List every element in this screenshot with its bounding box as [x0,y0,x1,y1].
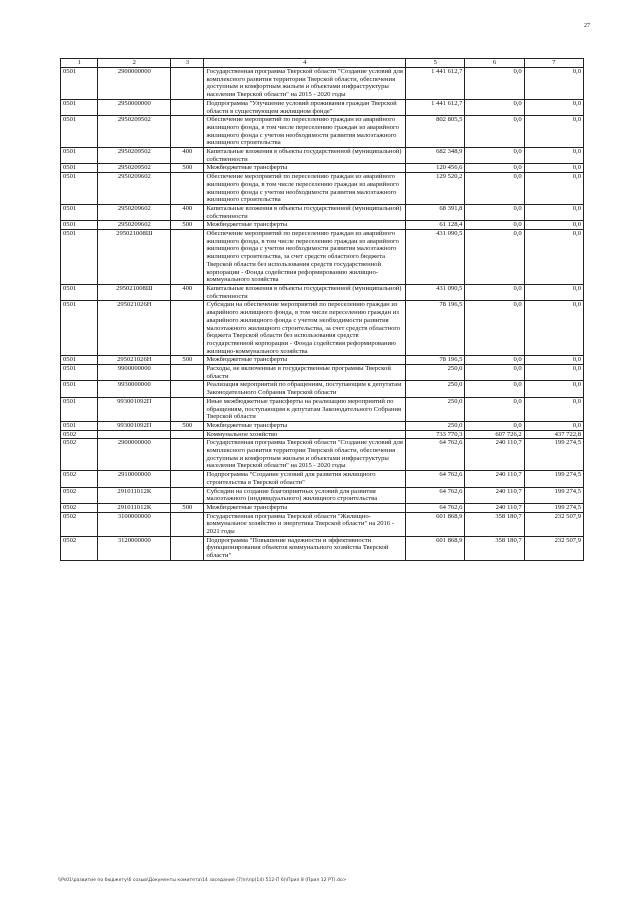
amount-col5-cell: 78 196,5 [406,301,465,356]
expense-type-cell: 500 [171,421,204,430]
table-header-row [61,59,584,68]
amount-col5-cell: 802 805,5 [406,116,465,148]
target-article-cell: 2900000000 [98,68,171,100]
table-row [61,164,584,173]
page-number: 27 [584,23,590,29]
item-name-cell: Иные межбюджетные трансферты на реализацию мероприятий по обращениям, поступающим к депутатам Законодательного Собрания Тверской области [204,397,406,421]
table-row [61,68,584,100]
expense-type-cell [171,536,204,560]
item-name-cell: Капитальные вложения в объекты государственной (муниципальной) собственности [204,204,406,220]
target-article-cell: 993001092П [98,397,171,421]
expense-type-cell [171,512,204,536]
section-code-cell: 0501 [61,365,98,381]
amount-col7-cell: 199 274,5 [524,503,583,512]
section-code-cell: 0501 [61,164,98,173]
table-row [61,301,584,356]
section-code-cell: 0501 [61,173,98,205]
amount-col5-cell: 250,0 [406,365,465,381]
target-article-cell [98,430,171,439]
amount-col6-cell: 0,0 [465,148,524,164]
amount-col7-cell: 0,0 [524,356,583,365]
amount-col5-cell: 120 456,6 [406,164,465,173]
column-header-3: 3 [171,59,204,68]
amount-col5-cell: 64 762,6 [406,503,465,512]
target-article-cell: 993001092П [98,421,171,430]
table-row [61,116,584,148]
amount-col5-cell: 129 520,2 [406,173,465,205]
table-row [61,503,584,512]
column-header-6: 6 [465,59,524,68]
amount-col6-cell: 0,0 [465,99,524,115]
item-name-cell: Реализация мероприятий по обращениям, поступающим к депутатам Законодательного Собрания Тверской области [204,381,406,397]
target-article-cell: 295021026Н [98,356,171,365]
amount-col6-cell: 240 110,7 [465,487,524,503]
item-name-cell: Межбюджетные трансферты [204,421,406,430]
table-row [61,230,584,285]
amount-col7-cell: 0,0 [524,204,583,220]
expense-type-cell: 400 [171,284,204,300]
amount-col6-cell: 0,0 [465,164,524,173]
expense-type-cell: 400 [171,148,204,164]
amount-col5-cell: 682 348,9 [406,148,465,164]
amount-col5-cell: 250,0 [406,381,465,397]
target-article-cell: 9930000000 [98,381,171,397]
item-name-cell: Подпрограмма "Повышение надежности и эффективности функционирования объектов коммунального хозяйства Тверской области" [204,536,406,560]
section-code-cell: 0501 [61,99,98,115]
target-article-cell: 2950209602 [98,173,171,205]
amount-col7-cell: 0,0 [524,221,583,230]
amount-col6-cell: 240 110,7 [465,503,524,512]
target-article-cell: 9900000000 [98,365,171,381]
item-name-cell: Капитальные вложения в объекты государственной (муниципальной) собственности [204,148,406,164]
table-row [61,99,584,115]
section-code-cell: 0502 [61,503,98,512]
table-row [61,536,584,560]
target-article-cell: 295021008Ш [98,230,171,285]
item-name-cell: Межбюджетные трансферты [204,221,406,230]
item-name-cell: Межбюджетные трансферты [204,503,406,512]
table-row [61,381,584,397]
amount-col5-cell: 431 090,5 [406,284,465,300]
expense-type-cell: 500 [171,503,204,512]
section-code-cell: 0501 [61,230,98,285]
section-code-cell: 0502 [61,487,98,503]
table-row [61,421,584,430]
amount-col5-cell: 1 441 612,7 [406,99,465,115]
expense-type-cell [171,381,204,397]
expense-type-cell [171,230,204,285]
expense-type-cell [171,365,204,381]
target-article-cell: 2910000000 [98,471,171,487]
amount-col6-cell: 607 726,2 [465,430,524,439]
amount-col7-cell: 0,0 [524,284,583,300]
table-row [61,471,584,487]
column-header-5: 5 [406,59,465,68]
expense-type-cell [171,439,204,471]
amount-col6-cell: 0,0 [465,301,524,356]
item-name-cell: Обеспечение мероприятий по переселению граждан из аварийного жилищного фонда, в том числе переселению граждан из аварийного жилищного фонда с учетом необходимости развития малоэтажного жилищного строительства [204,173,406,205]
budget-table [60,58,584,561]
target-article-cell: 295021026Н [98,301,171,356]
section-code-cell: 0501 [61,381,98,397]
target-article-cell: 3120000000 [98,536,171,560]
amount-col7-cell: 0,0 [524,397,583,421]
amount-col6-cell: 0,0 [465,365,524,381]
expense-type-cell [171,471,204,487]
target-article-cell: 291011012К [98,503,171,512]
column-header-4: 4 [204,59,406,68]
expense-type-cell: 500 [171,164,204,173]
footer-file-path: \\Ps01\развитие по бюджету\6 созыв\Документы комитета\14 заседание (7)\n\пр(14) 512-П 6)\Прил 8 (Прил 12 РТ).do> [58,878,347,883]
amount-col7-cell: 199 274,5 [524,487,583,503]
item-name-cell: Межбюджетные трансферты [204,164,406,173]
amount-col7-cell: 437 722,8 [524,430,583,439]
table-row [61,356,584,365]
amount-col6-cell: 0,0 [465,356,524,365]
column-header-7: 7 [524,59,583,68]
target-article-cell: 2950209502 [98,164,171,173]
amount-col7-cell: 232 507,9 [524,512,583,536]
expense-type-cell [171,173,204,205]
amount-col6-cell: 0,0 [465,221,524,230]
target-article-cell: 291011012К [98,487,171,503]
amount-col6-cell: 240 110,7 [465,439,524,471]
expense-type-cell: 400 [171,204,204,220]
table-row [61,204,584,220]
item-name-cell: Капитальные вложения в объекты государственной (муниципальной) собственности [204,284,406,300]
amount-col6-cell: 240 110,7 [465,471,524,487]
item-name-cell: Субсидии на создание благоприятных условий для развития малоэтажного (индивидуального) жилищного строительства [204,487,406,503]
amount-col6-cell: 0,0 [465,397,524,421]
section-code-cell: 0502 [61,439,98,471]
amount-col7-cell: 0,0 [524,99,583,115]
amount-col5-cell: 64 762,6 [406,487,465,503]
expense-type-cell [171,397,204,421]
section-code-cell: 0502 [61,512,98,536]
amount-col5-cell: 601 868,9 [406,536,465,560]
amount-col5-cell: 431 090,5 [406,230,465,285]
section-code-cell: 0501 [61,284,98,300]
item-name-cell: Обеспечение мероприятий по переселению граждан из аварийного жилищного фонда, в том числе переселению граждан из аварийного жилищного фонда с учетом необходимости развития малоэтажного жилищного строительства, за счет средств областного бюджета Тверской области без использования средств государственной корпорации - Фонда содействия реформированию жилищно-коммунального хозяйства [204,230,406,285]
expense-type-cell [171,116,204,148]
amount-col7-cell: 0,0 [524,116,583,148]
section-code-cell: 0502 [61,536,98,560]
section-code-cell: 0502 [61,430,98,439]
expense-type-cell [171,68,204,100]
column-header-1: 1 [61,59,98,68]
amount-col7-cell: 232 507,9 [524,536,583,560]
amount-col7-cell: 0,0 [524,301,583,356]
table-body [61,68,584,561]
amount-col7-cell: 0,0 [524,68,583,100]
amount-col6-cell: 0,0 [465,381,524,397]
expense-type-cell [171,430,204,439]
amount-col5-cell: 250,0 [406,397,465,421]
expense-type-cell [171,487,204,503]
amount-col5-cell: 61 128,4 [406,221,465,230]
amount-col6-cell: 358 180,7 [465,536,524,560]
amount-col6-cell: 358 180,7 [465,512,524,536]
target-article-cell: 3100000000 [98,512,171,536]
table-row [61,512,584,536]
target-article-cell: 295021008Ш [98,284,171,300]
amount-col5-cell: 733 770,3 [406,430,465,439]
target-article-cell: 2950209602 [98,204,171,220]
item-name-cell: Коммунальное хозяйство [204,430,406,439]
item-name-cell: Подпрограмма "Улучшение условий проживания граждан Тверской области в существующем жилищном фонде" [204,99,406,115]
section-code-cell: 0501 [61,68,98,100]
amount-col6-cell: 0,0 [465,204,524,220]
table-row [61,148,584,164]
section-code-cell: 0501 [61,116,98,148]
target-article-cell: 2950209602 [98,221,171,230]
amount-col6-cell: 0,0 [465,421,524,430]
section-code-cell: 0501 [61,421,98,430]
item-name-cell: Государственная программа Тверской области "Жилищно-коммунальное хозяйство и энергетика Тверской области" на 2016 - 2021 годы [204,512,406,536]
item-name-cell: Государственная программа Тверской области "Создание условий для комплексного развития территории Тверской области, обеспечения доступным и комфортным жильем и объектами инфраструктуры населения Тверской области" на 2015 - 2020 годы [204,439,406,471]
expense-type-cell: 500 [171,356,204,365]
section-code-cell: 0501 [61,204,98,220]
item-name-cell: Подпрограмма "Создание условий для развития жилищного строительства в Тверской области" [204,471,406,487]
section-code-cell: 0501 [61,397,98,421]
target-article-cell: 2950209502 [98,116,171,148]
amount-col7-cell: 0,0 [524,381,583,397]
item-name-cell: Обеспечение мероприятий по переселению граждан из аварийного жилищного фонда, в том числе переселению граждан из аварийного жилищного фонда с учетом необходимости развития малоэтажного жилищного строительства [204,116,406,148]
amount-col7-cell: 0,0 [524,164,583,173]
item-name-cell: Субсидии на обеспечение мероприятий по переселению граждан из аварийного жилищного фонда, в том числе переселению граждан из аварийного жилищного фонда с учетом необходимости развития малоэтажного жилищного строительства, за счет средств областного бюджета Тверской области без использования средств государственной корпорации - Фонда содействия реформированию жилищно-коммунального хозяйства [204,301,406,356]
amount-col7-cell: 199 274,5 [524,439,583,471]
item-name-cell: Государственная программа Тверской области "Создание условий для комплексного развития территории Тверской области, обеспечения доступным и комфортным жильем и объектами инфраструктуры населения Тверской области" на 2015 - 2020 годы [204,68,406,100]
table-row [61,173,584,205]
amount-col5-cell: 64 762,6 [406,439,465,471]
target-article-cell: 2900000000 [98,439,171,471]
section-code-cell: 0501 [61,301,98,356]
section-code-cell: 0502 [61,471,98,487]
amount-col7-cell: 199 274,5 [524,471,583,487]
amount-col5-cell: 1 441 612,7 [406,68,465,100]
section-code-cell: 0501 [61,148,98,164]
table-row [61,221,584,230]
amount-col6-cell: 0,0 [465,116,524,148]
amount-col5-cell: 64 762,6 [406,471,465,487]
amount-col7-cell: 0,0 [524,173,583,205]
table-row [61,365,584,381]
table-row [61,439,584,471]
target-article-cell: 2950000000 [98,99,171,115]
table-row [61,284,584,300]
amount-col5-cell: 68 391,8 [406,204,465,220]
amount-col5-cell: 78 196,5 [406,356,465,365]
amount-col6-cell: 0,0 [465,68,524,100]
expense-type-cell [171,301,204,356]
amount-col6-cell: 0,0 [465,230,524,285]
item-name-cell: Расходы, не включенные в государственные программы Тверской области [204,365,406,381]
item-name-cell: Межбюджетные трансферты [204,356,406,365]
amount-col6-cell: 0,0 [465,173,524,205]
amount-col7-cell: 0,0 [524,148,583,164]
column-header-2: 2 [98,59,171,68]
amount-col7-cell: 0,0 [524,230,583,285]
amount-col7-cell: 0,0 [524,421,583,430]
amount-col6-cell: 0,0 [465,284,524,300]
section-code-cell: 0501 [61,221,98,230]
amount-col5-cell: 601 868,9 [406,512,465,536]
target-article-cell: 2950209502 [98,148,171,164]
table-row [61,487,584,503]
table-row [61,397,584,421]
expense-type-cell [171,99,204,115]
amount-col7-cell: 0,0 [524,365,583,381]
expense-type-cell: 500 [171,221,204,230]
section-code-cell: 0501 [61,356,98,365]
amount-col5-cell: 250,0 [406,421,465,430]
table-row [61,430,584,439]
